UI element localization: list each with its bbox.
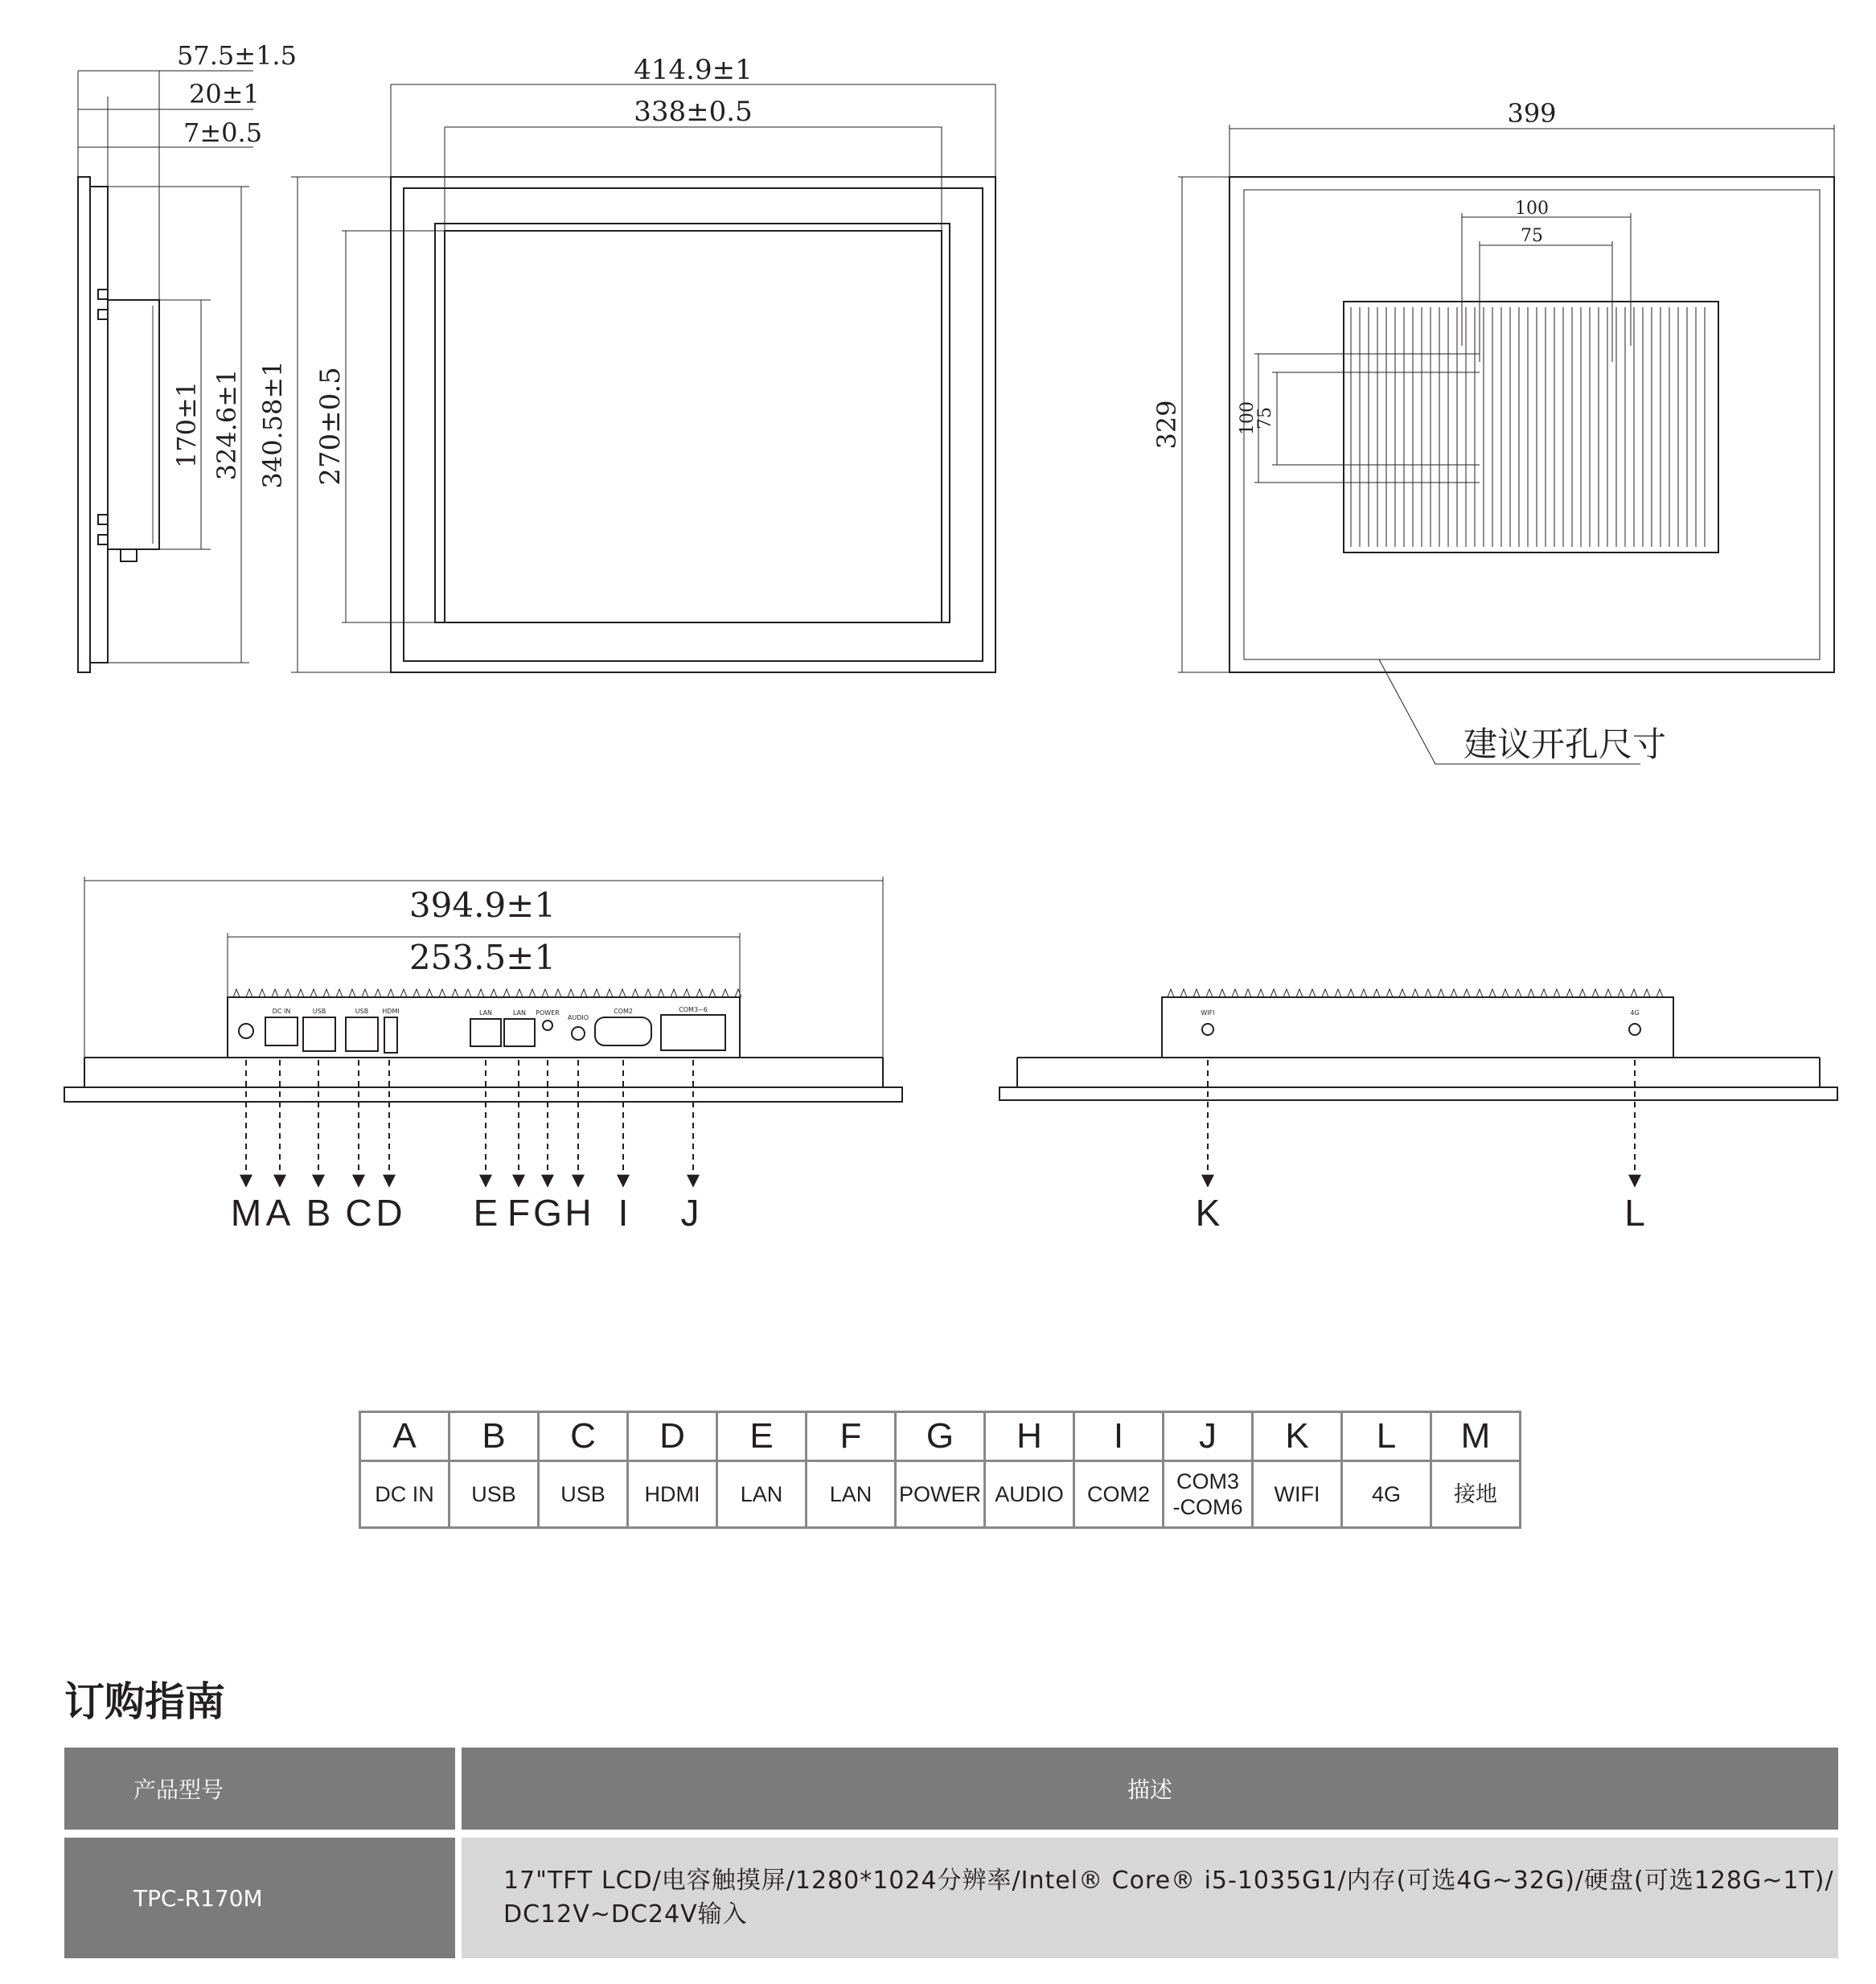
cutout-note: 建议开孔尺寸 <box>1463 725 1667 764</box>
port-letter-m: M <box>1431 1412 1521 1461</box>
header-description: 描述 <box>462 1748 1838 1830</box>
dim-box-height: 170±1 <box>171 380 202 469</box>
label-usb-2: USB <box>355 1008 369 1015</box>
label-lan-2: LAN <box>512 1009 527 1017</box>
port-letter-g: G <box>896 1412 985 1461</box>
port-name-g: POWER <box>896 1461 985 1528</box>
dim-front-total-width: 414.9±1 <box>634 54 753 86</box>
ordering-row <box>64 1838 1838 1958</box>
port-name-m: 接地 <box>1431 1461 1521 1528</box>
callout-h: H <box>564 1192 592 1234</box>
port-name-e: LAN <box>717 1461 807 1528</box>
dim-front-depth: 7±0.5 <box>183 117 263 148</box>
dim-vesa-v-inner: 75 <box>1255 407 1275 429</box>
port-name-b: USB <box>450 1461 539 1528</box>
label-dc-in: DC IN <box>272 1008 291 1015</box>
label-power: POWER <box>536 1009 560 1017</box>
description-line-2: DC12V~DC24V输入 <box>503 1900 748 1929</box>
right-side-view <box>1000 997 1837 1100</box>
port-name-k: WIFI <box>1253 1461 1342 1528</box>
dim-cutout-height: 329 <box>1151 400 1182 450</box>
callout-d: D <box>376 1192 403 1234</box>
dim-bottom-total-width: 394.9±1 <box>408 885 556 925</box>
ordering-header-row <box>64 1748 1838 1830</box>
ordering-table <box>64 1748 1838 1958</box>
port-letter-l: L <box>1342 1412 1431 1461</box>
model-name: TPC-R170M <box>64 1838 455 1958</box>
port-letter-e: E <box>717 1412 807 1461</box>
dim-screen-height: 270±0.5 <box>314 367 347 486</box>
dim-vesa-h-outer: 100 <box>1515 199 1549 219</box>
dim-vesa-h-inner: 75 <box>1521 226 1543 246</box>
port-name-row <box>360 1461 1521 1528</box>
port-letter-d: D <box>628 1412 717 1461</box>
port-name-a: DC IN <box>360 1461 450 1528</box>
callout-l: L <box>1624 1192 1645 1234</box>
callout-e: E <box>473 1192 499 1234</box>
port-name-f: LAN <box>807 1461 896 1528</box>
rear-view <box>1178 125 1834 764</box>
callout-a: A <box>265 1192 291 1234</box>
port-name-i: COM2 <box>1074 1461 1164 1528</box>
callout-c: C <box>345 1192 372 1234</box>
callout-b: B <box>306 1192 331 1234</box>
port-letter-c: C <box>539 1412 628 1461</box>
dim-io-width: 253.5±1 <box>408 938 556 977</box>
label-usb-1: USB <box>312 1008 326 1015</box>
dim-bezel-depth: 20±1 <box>189 79 260 109</box>
port-letter-j: J <box>1164 1412 1253 1461</box>
port-letter-i: I <box>1074 1412 1164 1461</box>
dim-cutout-width: 399 <box>1507 98 1557 129</box>
port-letter-row <box>360 1412 1521 1461</box>
dim-depth-total: 57.5±1.5 <box>177 40 297 71</box>
front-view <box>291 84 995 672</box>
label-com3-6: COM3~6 <box>679 1006 708 1013</box>
ordering-guide-title: 订购指南 <box>64 1678 225 1725</box>
dim-screen-width: 338±0.5 <box>634 96 753 128</box>
label-4g: 4G <box>1630 1009 1640 1017</box>
port-name-h: AUDIO <box>985 1461 1074 1528</box>
dim-panel-height: 324.6±1 <box>211 368 242 481</box>
model-description <box>462 1838 1838 1958</box>
description-line-1: 17"TFT LCD/电容触摸屏/1280*1024分辨率/Intel® Core® i5-1035G1/内存(可选4G~32G)/硬盘(可选128G~1T)/ <box>503 1867 1834 1895</box>
callout-k: K <box>1195 1192 1221 1234</box>
port-letter-k: K <box>1253 1412 1342 1461</box>
port-letter-a: A <box>360 1412 450 1461</box>
port-letter-b: B <box>450 1412 539 1461</box>
port-name-c: USB <box>539 1461 628 1528</box>
callout-i: I <box>618 1192 629 1234</box>
dim-total-height: 340.58±1 <box>257 360 288 489</box>
port-name-l: 4G <box>1342 1461 1431 1528</box>
label-hdmi: HDMI <box>382 1008 400 1015</box>
callout-m: M <box>230 1192 262 1234</box>
port-legend-table <box>359 1411 1521 1529</box>
callout-j: J <box>680 1192 700 1234</box>
port-name-j: COM3 -COM6 <box>1164 1461 1253 1528</box>
callout-g: G <box>533 1192 562 1234</box>
port-letter-f: F <box>807 1412 896 1461</box>
dim-vesa-v-outer: 100 <box>1238 401 1258 435</box>
header-model: 产品型号 <box>64 1748 455 1830</box>
port-letter-h: H <box>985 1412 1074 1461</box>
label-lan-1: LAN <box>478 1009 493 1017</box>
label-wifi: WIFI <box>1201 1009 1215 1017</box>
port-name-d: HDMI <box>628 1461 717 1528</box>
label-audio: AUDIO <box>567 1014 589 1021</box>
callout-f: F <box>507 1192 531 1234</box>
label-com2: COM2 <box>614 1008 633 1015</box>
